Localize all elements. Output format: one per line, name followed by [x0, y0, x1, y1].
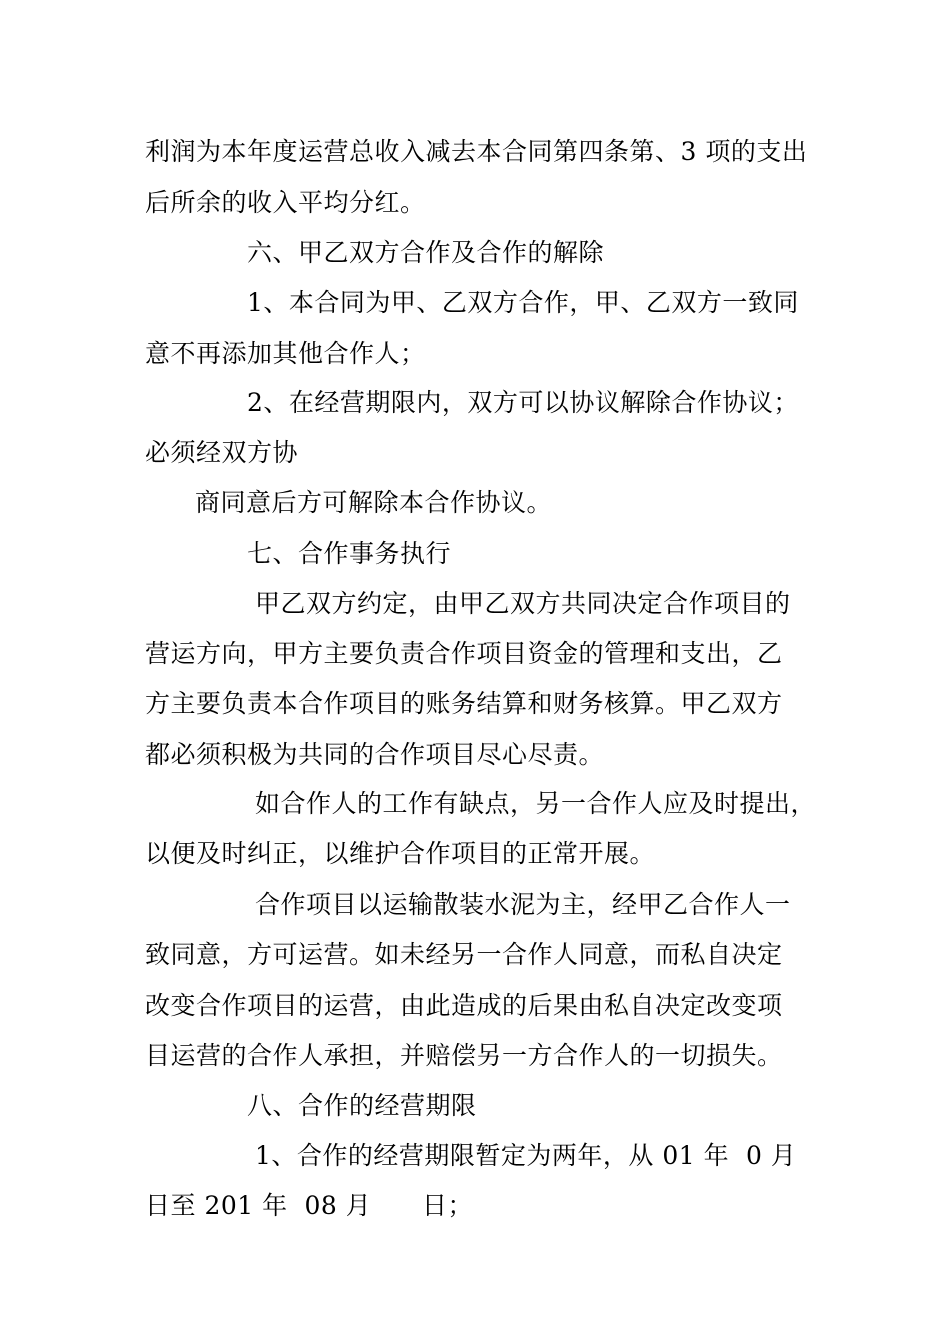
body-line: 合作项目以运输散装水泥为主，经甲乙合作人一	[255, 890, 791, 919]
body-line: 以便及时纠正，以维护合作项目的正常开展。	[145, 839, 656, 868]
body-line: 商同意后方可解除本合作协议。	[195, 488, 553, 517]
body-line: 必须经双方协	[145, 438, 299, 467]
body-line: 方主要负责本合作项目的账务结算和财务核算。甲乙双方	[145, 689, 783, 718]
body-line: 2、在经营期限内，双方可以协议解除合作协议；	[247, 388, 799, 417]
body-line: 后所余的收入平均分红。	[145, 188, 426, 217]
body-line: 目运营的合作人承担，并赔偿另一方合作人的一切损失。	[145, 1041, 783, 1070]
body-line: 意不再添加其他合作人；	[145, 339, 426, 368]
body-line: 利润为本年度运营总收入减去本合同第四条第、3 项的支出	[145, 137, 808, 166]
body-line: 日至 201 年 08 月 日；	[145, 1191, 473, 1220]
body-line: 都必须积极为共同的合作项目尽心尽责。	[145, 740, 605, 769]
body-line: 如合作人的工作有缺点，另一合作人应及时提出，	[255, 789, 817, 818]
section-heading: 八、合作的经营期限	[247, 1091, 477, 1120]
body-line: 1、本合同为甲、乙双方合作，甲、乙双方一致同	[247, 288, 799, 317]
body-line: 致同意，方可运营。如未经另一合作人同意，而私自决定	[145, 940, 783, 969]
section-heading: 六、甲乙双方合作及合作的解除	[247, 238, 605, 267]
section-heading: 七、合作事务执行	[247, 539, 452, 568]
body-line: 甲乙双方约定，由甲乙双方共同决定合作项目的	[255, 589, 791, 618]
body-line: 改变合作项目的运营，由此造成的后果由私自决定改变项	[145, 991, 783, 1020]
body-line: 1、合作的经营期限暂定为两年，从 01 年 0 月	[255, 1141, 797, 1170]
body-line: 营运方向，甲方主要负责合作项目资金的管理和支出，乙	[145, 639, 783, 668]
